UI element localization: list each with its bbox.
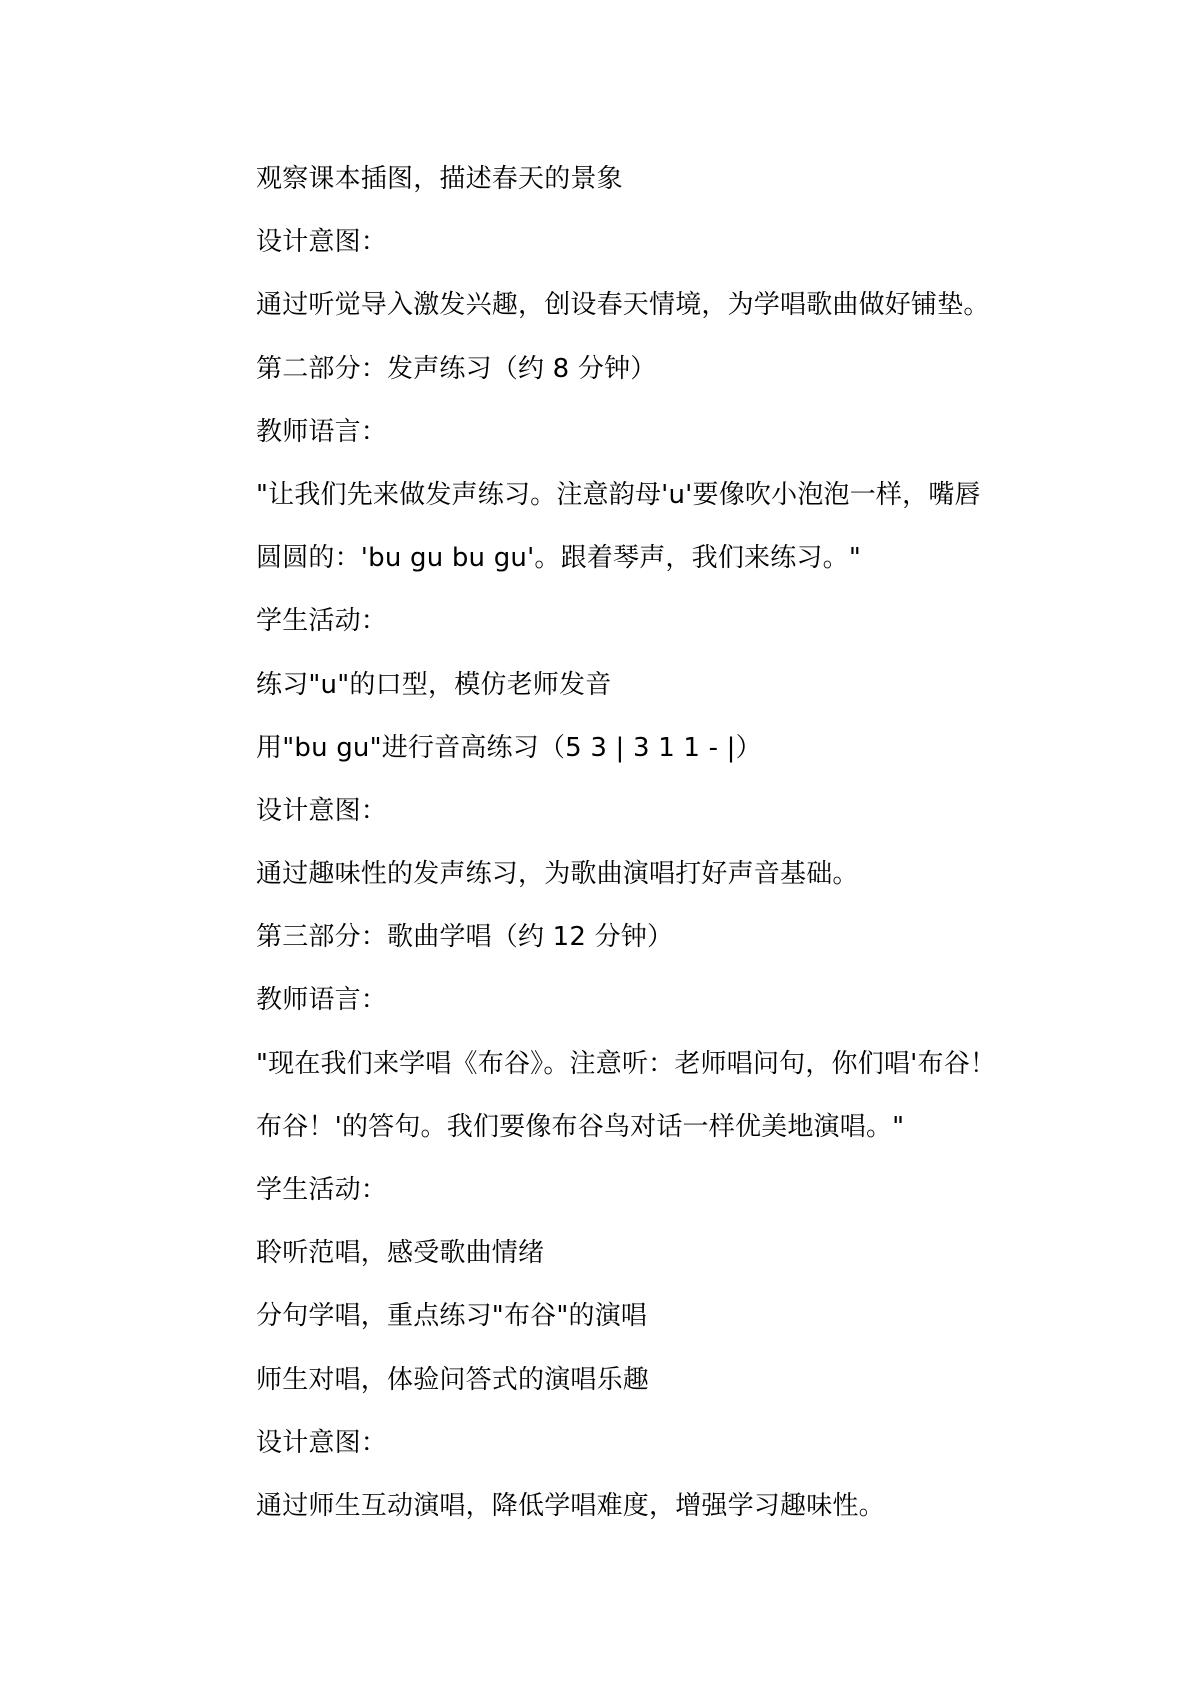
- text-line: 通过师生互动演唱，降低学唱难度，增强学习趣味性。: [256, 1490, 885, 1521]
- section-label-design-intent: 设计意图：: [256, 795, 388, 826]
- section-label-design-intent: 设计意图：: [256, 227, 388, 258]
- section-label-teacher-language: 教师语言：: [256, 985, 388, 1016]
- text-line: "现在我们来学唱《布谷》。注意听：老师唱问句，你们唱'布谷！: [256, 1048, 997, 1079]
- section-heading: 第二部分：发声练习（约 8 分钟）: [256, 353, 657, 384]
- document-body: [256, 148, 1056, 1538]
- text-line: 圆圆的：'bu gu bu gu'。跟着琴声，我们来练习。": [256, 543, 861, 574]
- text-line: 练习"u"的口型，模仿老师发音: [256, 669, 612, 700]
- section-label-student-activity: 学生活动：: [256, 1175, 388, 1205]
- text-line: 布谷！'的答句。我们要像布谷鸟对话一样优美地演唱。": [256, 1111, 905, 1142]
- section-label-design-intent: 设计意图：: [256, 1427, 388, 1458]
- text-line: 观察课本插图，描述春天的景象: [256, 164, 623, 194]
- text-line: 分句学唱，重点练习"布谷"的演唱: [256, 1301, 648, 1332]
- text-line: "让我们先来做发声练习。注意韵母'u'要像吹小泡泡一样，嘴唇: [256, 479, 981, 510]
- section-label-teacher-language: 教师语言：: [256, 416, 388, 447]
- text-line: 用"bu gu"进行音高练习（5 3 | 3 1 1 - |）: [256, 732, 762, 763]
- section-heading: 第三部分：歌曲学唱（约 12 分钟）: [256, 922, 674, 953]
- text-line: 通过听觉导入激发兴趣，创设春天情境，为学唱歌曲做好铺垫。: [256, 290, 990, 321]
- text-line: 聆听范唱，感受歌曲情绪: [256, 1238, 545, 1269]
- section-label-student-activity: 学生活动：: [256, 606, 388, 637]
- text-line: 师生对唱，体验问答式的演唱乐趣: [256, 1364, 650, 1395]
- text-line: 通过趣味性的发声练习，为歌曲演唱打好声音基础。: [256, 859, 859, 890]
